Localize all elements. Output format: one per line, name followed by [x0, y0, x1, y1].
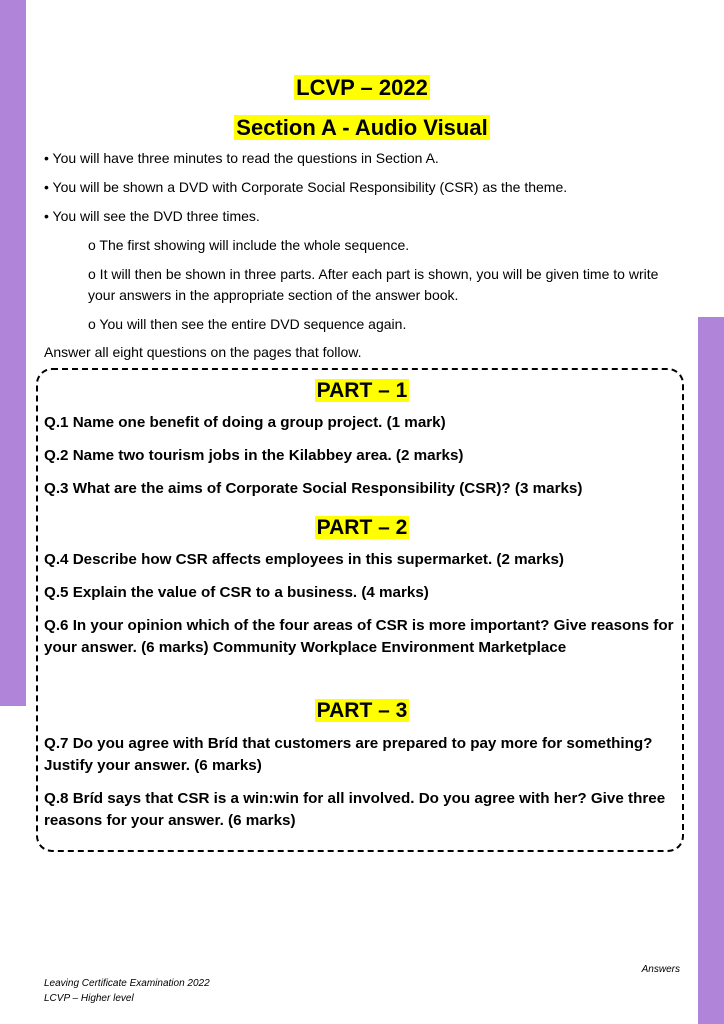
question-7: Q.7 Do you agree with Bríd that customers are prepared to pay more for something? Justify your answer. (6 marks)	[44, 735, 653, 774]
left-decorative-bar	[0, 0, 26, 706]
question-5: Q.5 Explain the value of CSR to a business. (4 marks)	[44, 584, 429, 601]
instruction-bullet-3: • You will see the DVD three times.	[44, 208, 260, 224]
part-2-title: PART – 2	[316, 516, 408, 539]
instruction-bullet-2: • You will be shown a DVD with Corporate Social Responsibility (CSR) as the theme.	[44, 179, 568, 195]
instruction-bullet-1: • You will have three minutes to read the questions in Section A.	[44, 150, 439, 166]
question-1: Q.1 Name one benefit of doing a group project. (1 mark)	[44, 414, 446, 431]
footer-level: LCVP – Higher level	[44, 993, 134, 1004]
questions-box	[36, 368, 684, 852]
footer-exam-name: Leaving Certificate Examination 2022	[44, 978, 210, 989]
question-6: Q.6 In your opinion which of the four areas of CSR is more important? Give reasons for your answer. (6 marks) Community Workplace Environment Marketplace	[44, 617, 674, 656]
question-8: Q.8 Bríd says that CSR is a win:win for all involved. Do you agree with her? Give three reasons for your answer. (6 marks)	[44, 790, 666, 829]
instruction-sub-bullet-1: o The first showing will include the whole sequence.	[88, 237, 410, 253]
section-title: Section A - Audio Visual	[236, 115, 488, 140]
footer-answers-label: Answers	[641, 964, 680, 975]
right-decorative-bar	[698, 317, 724, 1024]
instruction-closing: Answer all eight questions on the pages that follow.	[44, 344, 362, 360]
question-4: Q.4 Describe how CSR affects employees in this supermarket. (2 marks)	[44, 551, 564, 568]
instruction-sub-bullet-2: o It will then be shown in three parts. After each part is shown, you will be given time to write your answers in the appropriate section of the answer book.	[88, 266, 659, 303]
part-3-title: PART – 3	[316, 699, 408, 722]
page-title: LCVP – 2022	[296, 75, 428, 100]
question-2: Q.2 Name two tourism jobs in the Kilabbey area. (2 marks)	[44, 447, 464, 464]
part-1-title: PART – 1	[316, 379, 408, 402]
instruction-sub-bullet-3: o You will then see the entire DVD sequence again.	[88, 316, 407, 332]
question-3: Q.3 What are the aims of Corporate Social Responsibility (CSR)? (3 marks)	[44, 480, 583, 497]
